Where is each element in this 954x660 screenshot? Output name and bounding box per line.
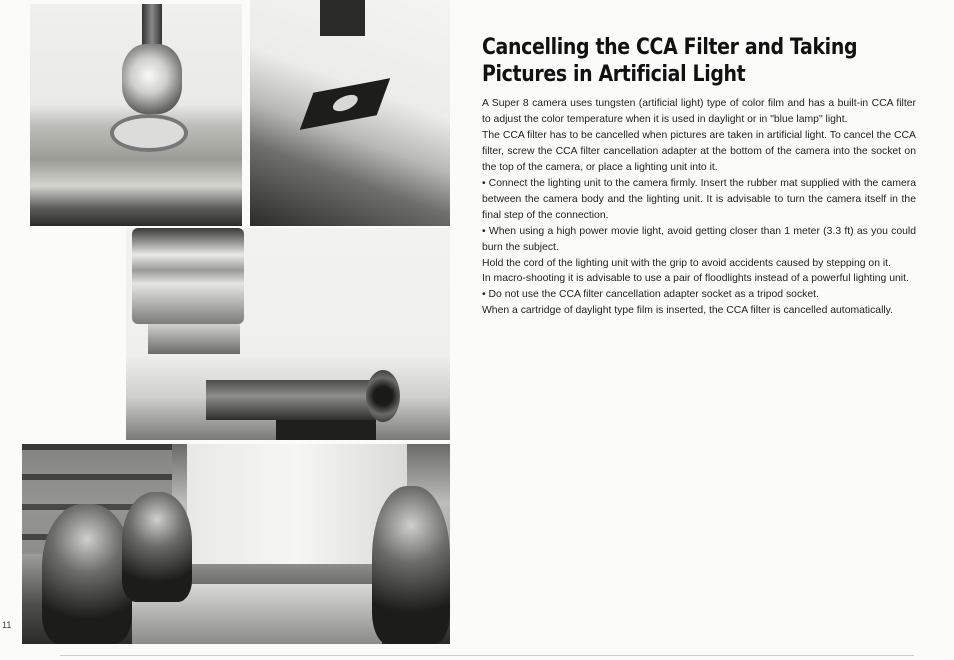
camera-grip xyxy=(276,420,376,440)
photo-filter-adapter-closeup xyxy=(30,4,242,226)
socket-adapter xyxy=(300,78,390,130)
camera-body xyxy=(206,380,376,420)
paragraph: When a cartridge of daylight type film is inserted, the CCA filter is cancelled automatically. xyxy=(482,305,893,317)
page-title: Cancelling the CCA Filter and Taking Pictures in Artificial Light xyxy=(482,35,858,87)
paragraph: A Super 8 camera uses tungsten (artificial light) type of color film and has a built-in CCA filter to adjust the color temperature when it is used in daylight or in "blue lamp" light. xyxy=(482,98,916,125)
paragraph: • When using a high power movie light, avoid getting closer than 1 meter (3.3 ft) as you could burn the subject. xyxy=(482,225,916,253)
page-number: 11 xyxy=(2,620,12,630)
person xyxy=(372,486,450,644)
photo-people-indoor-scene xyxy=(22,444,450,644)
body-text xyxy=(482,96,916,319)
paragraph: • Do not use the CCA filter cancellation adapter socket as a tripod socket. xyxy=(482,289,819,301)
paragraph: The CCA filter has to be cancelled when pictures are taken in artificial light. To cancel the CCA filter, screw the CCA filter cancellation adapter at the bottom of the camera into the socket on the top of the camera, or place a lighting unit into it. xyxy=(482,129,916,173)
person xyxy=(42,504,132,644)
bottom-rule xyxy=(60,655,914,656)
paragraph: In macro-shooting it is advisable to use a pair of floodlights instead of a powerful lighting unit. xyxy=(482,273,909,285)
adapter-knob xyxy=(122,44,182,114)
photo-adapter-socket xyxy=(250,0,450,226)
person xyxy=(122,492,192,602)
adapter-ring xyxy=(110,114,188,152)
lighting-unit xyxy=(132,228,244,324)
paragraph: • Connect the lighting unit to the camera firmly. Insert the rubber mat supplied with the camera between the camera body and the lighting unit. It is advisable to turn the camera itself in the final step of the connection. xyxy=(482,177,916,221)
camera-part xyxy=(320,0,365,36)
photo-camera-with-lighting-unit xyxy=(126,228,450,440)
camera-lens xyxy=(366,370,400,422)
lighting-unit-base xyxy=(148,324,240,354)
paragraph: Hold the cord of the lighting unit with the grip to avoid accidents caused by stepping on it. xyxy=(482,257,891,269)
